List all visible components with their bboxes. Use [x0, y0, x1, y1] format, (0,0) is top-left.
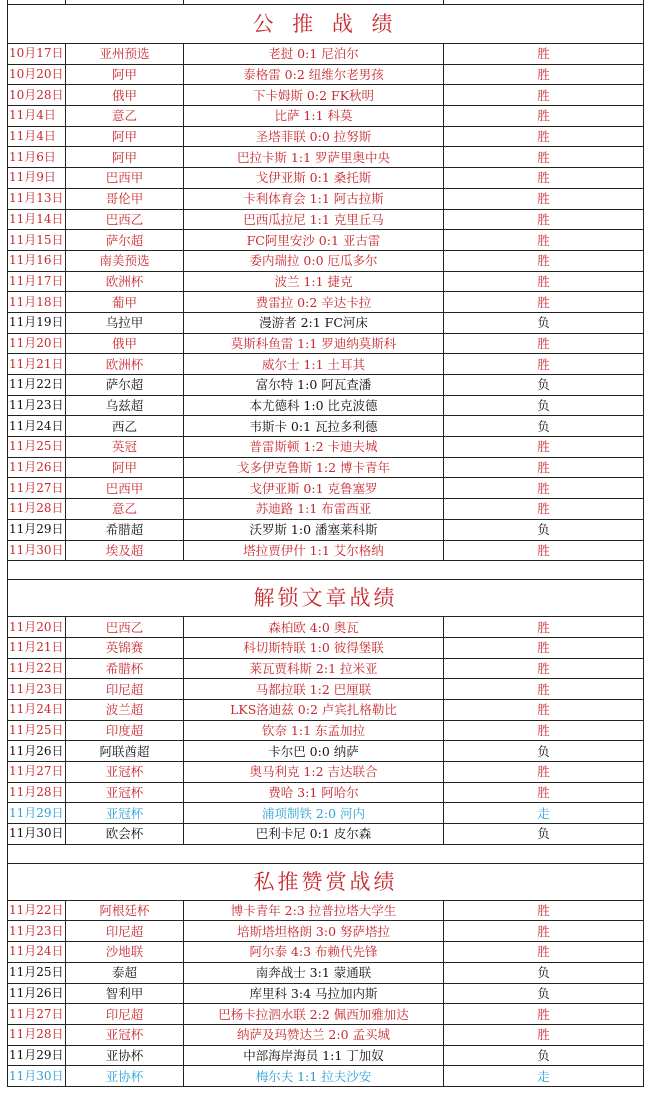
result-row: [8, 1024, 644, 1045]
date-cell: 11月15日: [8, 230, 66, 251]
match-cell: 比萨 1:1 科莫: [184, 106, 444, 127]
league-cell: 萨尔超: [66, 230, 184, 251]
result-row: [8, 106, 644, 127]
match-cell: 钦奈 1:1 东孟加拉: [184, 720, 444, 741]
result-row: [8, 312, 644, 333]
match-cell: 戈伊亚斯 0:1 桑托斯: [184, 168, 444, 189]
result-cell: 胜: [444, 720, 644, 741]
date-cell: 11月18日: [8, 292, 66, 313]
result-cell: 胜: [444, 188, 644, 209]
league-cell: 南美预选: [66, 250, 184, 271]
date-cell: 11月27日: [8, 478, 66, 499]
league-cell: 英锦赛: [66, 637, 184, 658]
result-cell: 负: [444, 416, 644, 437]
date-cell: 11月25日: [8, 720, 66, 741]
match-cell: 南奔战士 3:1 蒙通联: [184, 962, 444, 983]
result-cell: 胜: [444, 333, 644, 354]
match-cell: 戈多伊克鲁斯 1:2 博卡青年: [184, 457, 444, 478]
result-cell: 胜: [444, 230, 644, 251]
result-cell: 胜: [444, 354, 644, 375]
result-cell: 负: [444, 962, 644, 983]
match-cell: LKS洛迪兹 0:2 卢宾扎格勒比: [184, 699, 444, 720]
date-cell: 11月20日: [8, 617, 66, 638]
result-row: [8, 962, 644, 983]
date-cell: 11月30日: [8, 1066, 66, 1087]
result-row: [8, 457, 644, 478]
date-cell: 11月16日: [8, 250, 66, 271]
result-cell: 胜: [444, 126, 644, 147]
match-cell: 普雷斯顿 1:2 卡迪夫城: [184, 437, 444, 458]
result-row: [8, 720, 644, 741]
date-cell: 11月22日: [8, 375, 66, 396]
result-cell: 胜: [444, 782, 644, 803]
match-cell: 沃罗斯 1:0 潘塞莱科斯: [184, 519, 444, 540]
result-cell: 胜: [444, 942, 644, 963]
league-cell: 希腊超: [66, 519, 184, 540]
league-cell: 意乙: [66, 106, 184, 127]
match-cell: 中部海岸海员 1:1 丁加奴: [184, 1045, 444, 1066]
league-cell: 英冠: [66, 437, 184, 458]
result-row: [8, 900, 644, 921]
result-cell: 胜: [444, 168, 644, 189]
league-cell: 俄甲: [66, 333, 184, 354]
result-row: [8, 333, 644, 354]
result-row: [8, 499, 644, 520]
result-row: [8, 540, 644, 561]
league-cell: 泰超: [66, 962, 184, 983]
result-cell: 胜: [444, 147, 644, 168]
date-cell: 11月23日: [8, 679, 66, 700]
result-row: [8, 824, 644, 845]
match-cell: 卡利体育会 1:1 阿古拉斯: [184, 188, 444, 209]
league-cell: 波兰超: [66, 699, 184, 720]
result-row: [8, 983, 644, 1004]
result-cell: 胜: [444, 679, 644, 700]
date-cell: 11月19日: [8, 312, 66, 333]
league-cell: 意乙: [66, 499, 184, 520]
date-cell: 11月23日: [8, 921, 66, 942]
match-cell: 阿尔泰 4:3 布赖代先锋: [184, 942, 444, 963]
section-title: 解锁文章战绩: [8, 580, 644, 617]
match-cell: FC阿里安沙 0:1 亚古雷: [184, 230, 444, 251]
date-cell: 11月25日: [8, 437, 66, 458]
result-row: [8, 942, 644, 963]
date-cell: 10月17日: [8, 44, 66, 65]
result-cell: 胜: [444, 478, 644, 499]
results-sheet: [7, 0, 643, 1087]
date-cell: 11月26日: [8, 741, 66, 762]
result-row: [8, 617, 644, 638]
league-cell: 亚冠杯: [66, 762, 184, 783]
result-row: [8, 782, 644, 803]
result-row: [8, 292, 644, 313]
match-cell: 塔拉贾伊什 1:1 艾尔格纳: [184, 540, 444, 561]
result-cell: 胜: [444, 106, 644, 127]
date-cell: 11月23日: [8, 395, 66, 416]
league-cell: 印尼超: [66, 679, 184, 700]
result-row: [8, 637, 644, 658]
date-cell: 11月29日: [8, 803, 66, 824]
result-cell: 负: [444, 741, 644, 762]
date-cell: 11月27日: [8, 762, 66, 783]
match-cell: 梅尔夫 1:1 拉夫沙安: [184, 1066, 444, 1087]
match-cell: 富尔特 1:0 阿瓦查潘: [184, 375, 444, 396]
league-cell: 欧洲杯: [66, 354, 184, 375]
date-cell: 10月20日: [8, 64, 66, 85]
result-cell: 负: [444, 824, 644, 845]
date-cell: 11月4日: [8, 126, 66, 147]
result-row: [8, 416, 644, 437]
result-row: [8, 271, 644, 292]
match-cell: 巴拉卡斯 1:1 罗萨里奥中央: [184, 147, 444, 168]
result-cell: 胜: [444, 617, 644, 638]
result-row: [8, 519, 644, 540]
league-cell: 欧会杯: [66, 824, 184, 845]
match-cell: 本尤德科 1:0 比克波德: [184, 395, 444, 416]
league-cell: 亚冠杯: [66, 782, 184, 803]
result-row: [8, 147, 644, 168]
match-cell: 费雷拉 0:2 辛达卡拉: [184, 292, 444, 313]
date-cell: 11月28日: [8, 782, 66, 803]
result-cell: 胜: [444, 44, 644, 65]
result-cell: 胜: [444, 1004, 644, 1025]
league-cell: 巴西甲: [66, 168, 184, 189]
league-cell: 哥伦甲: [66, 188, 184, 209]
result-cell: 胜: [444, 762, 644, 783]
date-cell: 11月29日: [8, 1045, 66, 1066]
result-cell: 负: [444, 519, 644, 540]
date-cell: 11月26日: [8, 457, 66, 478]
league-cell: 巴西乙: [66, 209, 184, 230]
match-cell: 马都拉联 1:2 巴厘联: [184, 679, 444, 700]
result-cell: 走: [444, 1066, 644, 1087]
result-row: [8, 64, 644, 85]
section-title-row: [8, 863, 644, 900]
date-cell: 11月24日: [8, 416, 66, 437]
result-row: [8, 679, 644, 700]
date-cell: 11月21日: [8, 637, 66, 658]
league-cell: 亚州预选: [66, 44, 184, 65]
date-cell: 11月30日: [8, 824, 66, 845]
date-cell: 11月14日: [8, 209, 66, 230]
result-cell: 胜: [444, 209, 644, 230]
league-cell: 智利甲: [66, 983, 184, 1004]
date-cell: 11月24日: [8, 942, 66, 963]
date-cell: 11月9日: [8, 168, 66, 189]
match-cell: 博卡青年 2:3 拉普拉塔大学生: [184, 900, 444, 921]
match-cell: 纳萨及玛赞达兰 2:0 孟买城: [184, 1024, 444, 1045]
league-cell: 印尼超: [66, 1004, 184, 1025]
match-cell: 浦项制铁 2:0 河内: [184, 803, 444, 824]
date-cell: 11月28日: [8, 499, 66, 520]
date-cell: 11月13日: [8, 188, 66, 209]
league-cell: 乌兹超: [66, 395, 184, 416]
league-cell: 埃及超: [66, 540, 184, 561]
section-spacer-row: [8, 561, 644, 580]
date-cell: 11月30日: [8, 540, 66, 561]
date-cell: 11月28日: [8, 1024, 66, 1045]
league-cell: 阿根廷杯: [66, 900, 184, 921]
match-cell: 下卡姆斯 0:2 FK秋明: [184, 85, 444, 106]
date-cell: 11月21日: [8, 354, 66, 375]
league-cell: 亚冠杯: [66, 803, 184, 824]
date-cell: 11月4日: [8, 106, 66, 127]
result-cell: 胜: [444, 85, 644, 106]
result-row: [8, 85, 644, 106]
result-row: [8, 762, 644, 783]
result-row: [8, 44, 644, 65]
result-cell: 胜: [444, 250, 644, 271]
league-cell: 西乙: [66, 416, 184, 437]
result-cell: 负: [444, 375, 644, 396]
result-cell: 负: [444, 1045, 644, 1066]
match-cell: 莱瓦贾科斯 2:1 拉米亚: [184, 658, 444, 679]
result-cell: 胜: [444, 921, 644, 942]
match-cell: 委内瑞拉 0:0 厄瓜多尔: [184, 250, 444, 271]
match-cell: 泰格雷 0:2 纽维尔老男孩: [184, 64, 444, 85]
result-row: [8, 699, 644, 720]
match-cell: 莫斯科鱼雷 1:1 罗迪纳莫斯科: [184, 333, 444, 354]
result-cell: 胜: [444, 699, 644, 720]
result-row: [8, 188, 644, 209]
match-cell: 费哈 3:1 阿哈尔: [184, 782, 444, 803]
match-cell: 波兰 1:1 捷克: [184, 271, 444, 292]
result-cell: 胜: [444, 658, 644, 679]
match-cell: 老挝 0:1 尼泊尔: [184, 44, 444, 65]
date-cell: 11月22日: [8, 658, 66, 679]
match-cell: 奥马利克 1:2 吉达联合: [184, 762, 444, 783]
result-row: [8, 375, 644, 396]
league-cell: 希腊杯: [66, 658, 184, 679]
match-cell: 巴西瓜拉尼 1:1 克里丘马: [184, 209, 444, 230]
match-cell: 戈伊亚斯 0:1 克鲁塞罗: [184, 478, 444, 499]
result-cell: 负: [444, 983, 644, 1004]
date-cell: 11月24日: [8, 699, 66, 720]
league-cell: 巴西甲: [66, 478, 184, 499]
date-cell: 11月26日: [8, 983, 66, 1004]
result-row: [8, 741, 644, 762]
league-cell: 俄甲: [66, 85, 184, 106]
match-cell: 森柏欧 4:0 奥瓦: [184, 617, 444, 638]
result-cell: 胜: [444, 637, 644, 658]
league-cell: 亚协杯: [66, 1045, 184, 1066]
section-title: 公 推 战 绩: [8, 5, 644, 44]
results-table: [7, 0, 644, 1087]
match-cell: 培斯塔坦格朗 3:0 努萨塔拉: [184, 921, 444, 942]
section-spacer-row: [8, 844, 644, 863]
result-row: [8, 209, 644, 230]
league-cell: 欧洲杯: [66, 271, 184, 292]
league-cell: 亚冠杯: [66, 1024, 184, 1045]
result-row: [8, 1066, 644, 1087]
match-cell: 韦斯卡 0:1 瓦拉多利德: [184, 416, 444, 437]
match-cell: 卡尔巴 0:0 纳萨: [184, 741, 444, 762]
match-cell: 威尔士 1:1 土耳其: [184, 354, 444, 375]
league-cell: 印尼超: [66, 921, 184, 942]
date-cell: 11月29日: [8, 519, 66, 540]
result-row: [8, 126, 644, 147]
result-cell: 胜: [444, 457, 644, 478]
result-cell: 胜: [444, 900, 644, 921]
section-title-row: [8, 5, 644, 44]
result-row: [8, 921, 644, 942]
result-cell: 胜: [444, 271, 644, 292]
result-cell: 负: [444, 312, 644, 333]
result-cell: 走: [444, 803, 644, 824]
date-cell: 10月28日: [8, 85, 66, 106]
result-cell: 胜: [444, 1024, 644, 1045]
result-cell: 胜: [444, 437, 644, 458]
match-cell: 圣塔菲联 0:0 拉努斯: [184, 126, 444, 147]
league-cell: 乌拉甲: [66, 312, 184, 333]
result-row: [8, 230, 644, 251]
spacer-cell: [8, 561, 644, 580]
league-cell: 亚协杯: [66, 1066, 184, 1087]
league-cell: 葡甲: [66, 292, 184, 313]
date-cell: 11月6日: [8, 147, 66, 168]
section-title-row: [8, 580, 644, 617]
date-cell: 11月22日: [8, 900, 66, 921]
result-row: [8, 478, 644, 499]
match-cell: 库里科 3:4 马拉加内斯: [184, 983, 444, 1004]
match-cell: 巴利卡尼 0:1 皮尔森: [184, 824, 444, 845]
result-cell: 胜: [444, 292, 644, 313]
result-row: [8, 803, 644, 824]
section-title: 私推赞赏战绩: [8, 863, 644, 900]
spacer-cell: [8, 844, 644, 863]
date-cell: 11月27日: [8, 1004, 66, 1025]
match-cell: 巴杨卡拉泗水联 2:2 佩西加雅加达: [184, 1004, 444, 1025]
result-row: [8, 395, 644, 416]
result-cell: 负: [444, 395, 644, 416]
result-cell: 胜: [444, 64, 644, 85]
league-cell: 印度超: [66, 720, 184, 741]
result-row: [8, 437, 644, 458]
result-cell: 胜: [444, 540, 644, 561]
date-cell: 11月20日: [8, 333, 66, 354]
result-row: [8, 1045, 644, 1066]
league-cell: 阿甲: [66, 126, 184, 147]
result-row: [8, 168, 644, 189]
date-cell: 11月25日: [8, 962, 66, 983]
match-cell: 科切斯特联 1:0 彼得堡联: [184, 637, 444, 658]
result-cell: 胜: [444, 499, 644, 520]
match-cell: 漫游者 2:1 FC河床: [184, 312, 444, 333]
match-cell: 苏迪路 1:1 布雷西亚: [184, 499, 444, 520]
date-cell: 11月17日: [8, 271, 66, 292]
result-row: [8, 354, 644, 375]
league-cell: 沙地联: [66, 942, 184, 963]
league-cell: 阿甲: [66, 64, 184, 85]
result-row: [8, 250, 644, 271]
result-row: [8, 1004, 644, 1025]
league-cell: 萨尔超: [66, 375, 184, 396]
league-cell: 阿甲: [66, 457, 184, 478]
league-cell: 阿甲: [66, 147, 184, 168]
result-row: [8, 658, 644, 679]
league-cell: 阿联酋超: [66, 741, 184, 762]
league-cell: 巴西乙: [66, 617, 184, 638]
